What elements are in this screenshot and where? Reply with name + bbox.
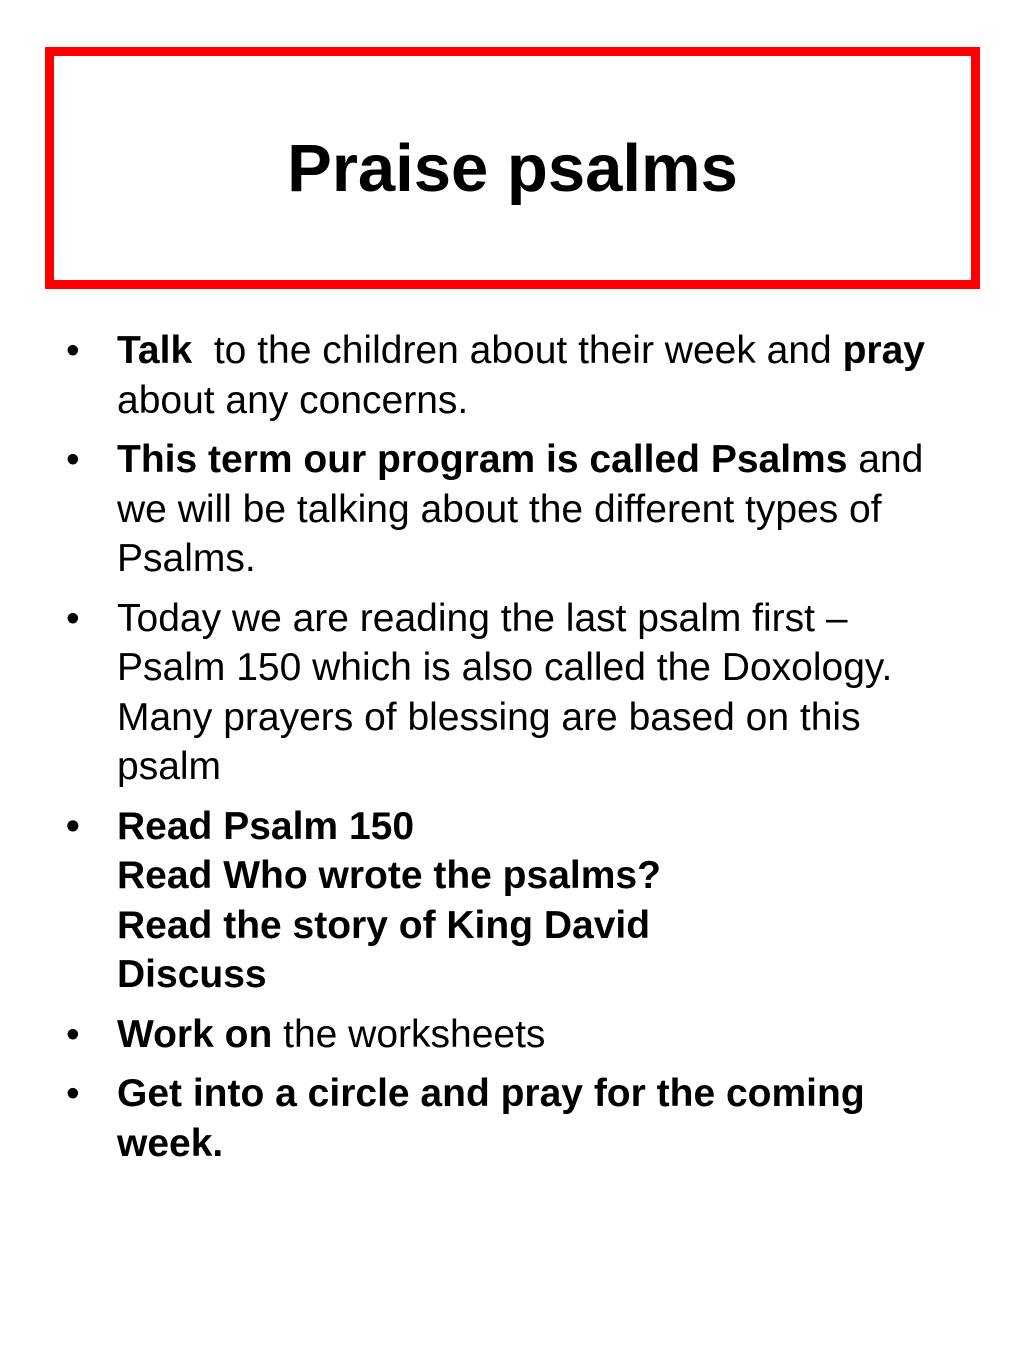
bullet-text: about any concerns.: [117, 378, 469, 422]
page-title: Praise psalms: [287, 130, 738, 206]
bullet-text: to the children about their week and: [213, 329, 832, 372]
bullet-text: the worksheets: [283, 1012, 546, 1056]
bullet-bold-pray: pray: [842, 329, 925, 372]
read-line-4: Discuss: [117, 953, 267, 996]
title-box: [45, 47, 980, 289]
read-line-2: Read Who wrote the psalms?: [117, 854, 661, 897]
bullet-bold-circle: Get into a circle and pray for the coming week.: [117, 1072, 865, 1165]
bullet-text: Today we are reading the last psalm first – Psalm 150 which is also called the Doxology. Many prayers of blessing are based on this psalm: [117, 596, 893, 788]
bullet-icon: •: [66, 1072, 80, 1115]
bullet-icon: •: [66, 329, 80, 372]
bullet-icon: •: [66, 1012, 80, 1056]
bullet-bold-talk: Talk: [117, 329, 193, 372]
bullet-icon: •: [66, 804, 80, 848]
list-item-today: [66, 594, 966, 792]
list-item-work: [66, 1010, 966, 1060]
list-item-program: [66, 435, 966, 584]
bullet-list: [66, 326, 966, 1178]
read-line-3: Read the story of King David: [117, 903, 651, 947]
list-item-read: [66, 802, 966, 1000]
bullet-text: and we will be talking about the different types of Psalms.: [117, 438, 924, 580]
bullet-bold-program: This term our program is called Psalms: [117, 438, 848, 481]
bullet-icon: •: [66, 438, 80, 481]
read-line-1: Read Psalm 150: [117, 804, 415, 848]
bullet-bold-work: Work on: [117, 1012, 273, 1056]
list-item-talk: [66, 326, 966, 425]
list-item-circle: [66, 1069, 966, 1168]
bullet-icon: •: [66, 596, 80, 640]
